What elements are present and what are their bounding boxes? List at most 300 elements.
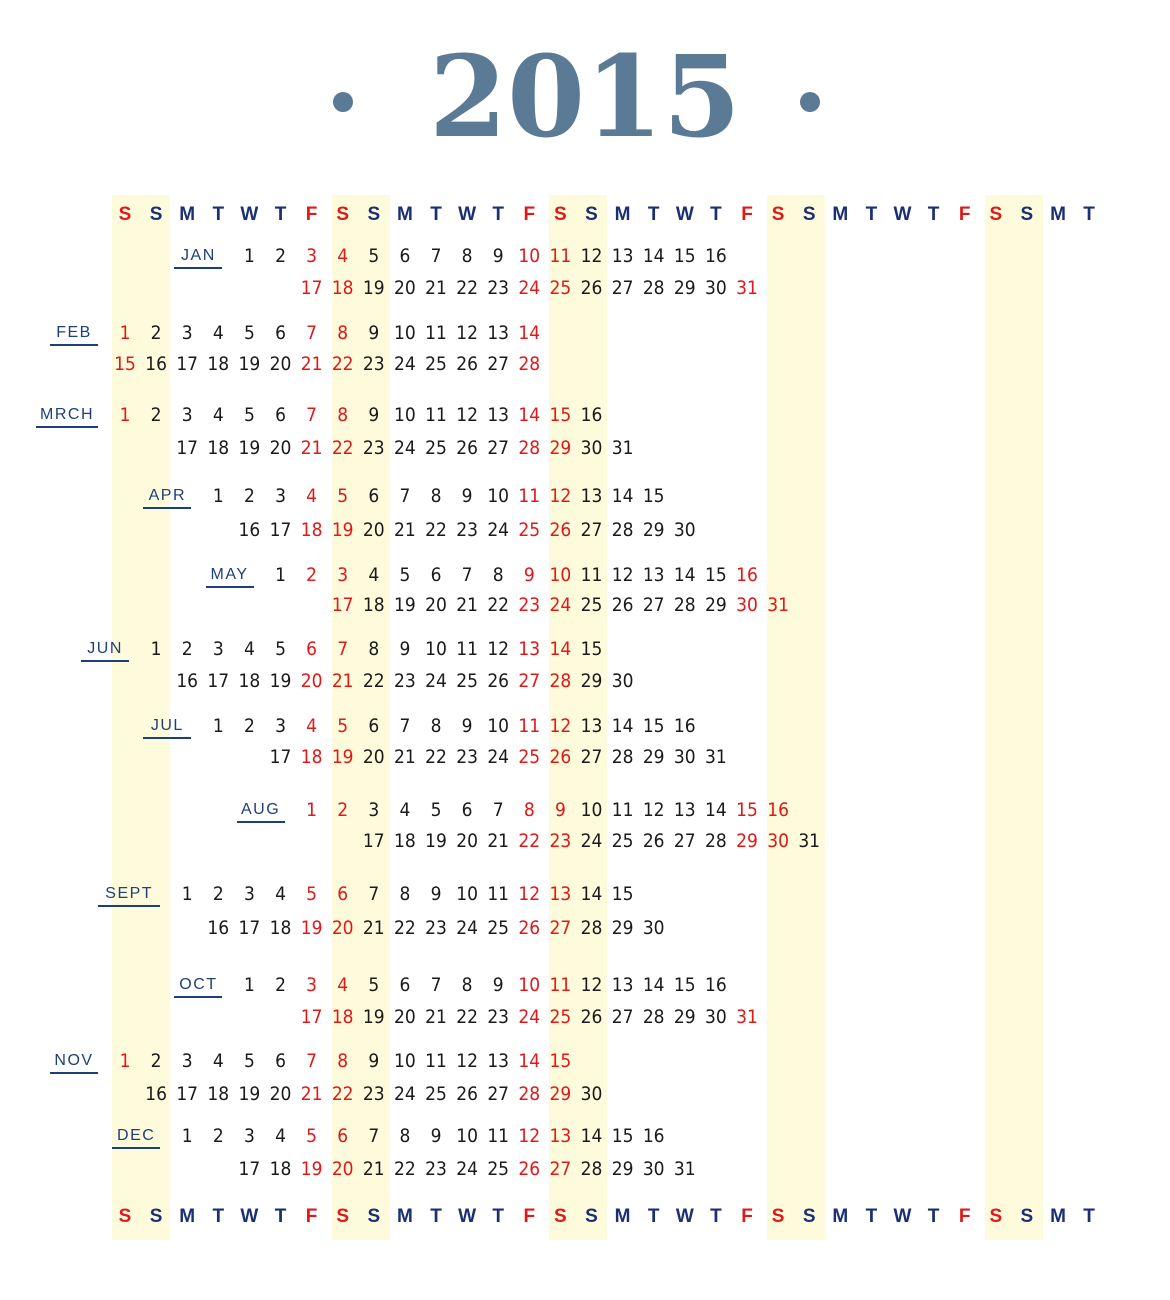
weekday-header-cell: S: [771, 1206, 785, 1227]
day-cell: 17: [300, 1006, 323, 1028]
day-cell: 21: [394, 746, 416, 768]
day-cell: 3: [181, 1050, 193, 1072]
weekday-header-cell: T: [212, 204, 225, 225]
day-cell: 21: [362, 1158, 385, 1180]
day-cell: 26: [549, 519, 572, 541]
day-cell: 31: [767, 594, 789, 616]
day-cell: 2: [243, 715, 255, 737]
day-cell: 8: [399, 883, 411, 905]
day-cell: 25: [487, 1158, 510, 1180]
day-cell: 16: [736, 564, 758, 586]
day-cell: 28: [518, 437, 541, 459]
day-cell: 23: [425, 1158, 447, 1180]
weekday-header-cell: S: [118, 204, 132, 225]
day-cell: 15: [642, 715, 665, 737]
day-cell: 8: [430, 485, 442, 507]
day-cell: 19: [425, 830, 447, 852]
day-cell: 11: [549, 974, 572, 996]
day-cell: 24: [518, 1006, 541, 1028]
day-cell: 22: [394, 917, 416, 939]
weekday-header-cell: T: [430, 1206, 442, 1227]
day-cell: 1: [243, 245, 255, 267]
day-cell: 6: [368, 485, 380, 507]
day-cell: 3: [212, 638, 224, 660]
month-label: MAY: [206, 567, 254, 588]
day-cell: 20: [362, 746, 385, 768]
day-cell: 10: [487, 715, 510, 737]
day-cell: 12: [549, 715, 572, 737]
day-cell: 31: [611, 437, 634, 459]
weekday-header-cell: T: [212, 1206, 225, 1227]
day-cell: 24: [518, 277, 541, 299]
month-label: SEPT: [98, 886, 160, 907]
day-cell: 29: [549, 1083, 572, 1105]
day-cell: 13: [611, 974, 634, 996]
day-cell: 29: [642, 746, 665, 768]
month-label: DEC: [112, 1128, 160, 1149]
day-cell: 4: [212, 404, 224, 426]
day-cell: 27: [580, 746, 603, 768]
day-cell: 16: [176, 670, 199, 692]
day-cell: 30: [673, 519, 696, 541]
day-cell: 31: [798, 830, 821, 852]
day-cell: 7: [306, 322, 318, 344]
day-cell: 18: [300, 746, 323, 768]
day-cell: 8: [430, 715, 442, 737]
day-cell: 13: [487, 1050, 510, 1072]
day-cell: 19: [362, 1006, 385, 1028]
day-cell: 28: [705, 830, 727, 852]
weekday-header-cell: S: [989, 204, 1003, 225]
weekday-header-cell: T: [710, 204, 722, 225]
day-cell: 12: [611, 564, 634, 586]
day-cell: 2: [306, 564, 318, 586]
weekday-header-cell: F: [741, 1206, 753, 1227]
day-cell: 20: [269, 437, 292, 459]
day-cell: 22: [331, 437, 354, 459]
day-cell: 2: [150, 322, 162, 344]
weekday-header-cell: M: [1050, 204, 1066, 225]
day-cell: 25: [425, 353, 447, 375]
day-cell: 28: [518, 353, 541, 375]
day-cell: 22: [425, 519, 447, 541]
weekday-header-cell: M: [614, 204, 631, 225]
day-cell: 24: [456, 1158, 478, 1180]
day-cell: 6: [399, 245, 411, 267]
day-cell: 12: [456, 1050, 478, 1072]
day-cell: 29: [736, 830, 758, 852]
day-cell: 3: [181, 322, 193, 344]
day-cell: 29: [673, 277, 696, 299]
day-cell: 30: [736, 594, 758, 616]
day-cell: 21: [425, 277, 447, 299]
day-cell: 6: [368, 715, 380, 737]
day-cell: 9: [430, 883, 442, 905]
day-cell: 31: [736, 277, 758, 299]
day-cell: 18: [331, 1006, 354, 1028]
weekday-header-cell: S: [554, 1206, 567, 1227]
day-cell: 9: [461, 715, 473, 737]
day-cell: 23: [487, 277, 510, 299]
day-cell: 25: [549, 277, 572, 299]
day-cell: 19: [238, 353, 261, 375]
day-cell: 10: [487, 485, 510, 507]
day-cell: 24: [487, 746, 510, 768]
day-cell: 18: [331, 277, 354, 299]
weekday-header-cell: W: [458, 1206, 477, 1227]
day-cell: 17: [269, 519, 292, 541]
day-cell: 13: [580, 715, 603, 737]
month-label: JAN: [174, 248, 222, 269]
day-cell: 28: [642, 277, 665, 299]
day-cell: 9: [368, 404, 380, 426]
weekday-header-cell: W: [458, 204, 477, 225]
day-cell: 4: [399, 799, 411, 821]
day-cell: 22: [362, 670, 385, 692]
day-cell: 28: [611, 746, 634, 768]
day-cell: 26: [456, 437, 478, 459]
day-cell: 28: [673, 594, 696, 616]
day-cell: 19: [269, 670, 292, 692]
day-cell: 27: [673, 830, 696, 852]
day-cell: 23: [487, 1006, 510, 1028]
day-cell: 15: [611, 883, 634, 905]
weekday-header-cell: T: [492, 1206, 504, 1227]
day-cell: 14: [580, 883, 603, 905]
day-cell: 6: [275, 322, 286, 344]
day-cell: 16: [673, 715, 696, 737]
day-cell: 26: [518, 917, 541, 939]
day-cell: 19: [331, 519, 354, 541]
day-cell: 25: [456, 670, 478, 692]
day-cell: 7: [399, 715, 411, 737]
weekday-header-cell: S: [585, 204, 598, 225]
day-cell: 5: [430, 799, 442, 821]
day-cell: 20: [269, 353, 292, 375]
day-cell: 10: [456, 883, 478, 905]
weekday-header-cell: T: [430, 204, 442, 225]
weekday-header-cell: F: [305, 204, 318, 225]
day-cell: 21: [456, 594, 478, 616]
weekday-header-cell: M: [179, 204, 196, 225]
day-cell: 3: [275, 715, 286, 737]
day-cell: 5: [306, 883, 318, 905]
month-label: APR: [143, 488, 191, 509]
day-cell: 19: [300, 1158, 323, 1180]
day-cell: 14: [549, 638, 572, 660]
day-cell: 14: [518, 404, 541, 426]
day-cell: 9: [399, 638, 411, 660]
day-cell: 13: [487, 404, 510, 426]
weekday-header-cell: S: [1020, 1206, 1034, 1227]
day-cell: 8: [399, 1125, 411, 1147]
day-cell: 4: [212, 322, 224, 344]
day-cell: 2: [275, 974, 286, 996]
day-cell: 27: [580, 519, 603, 541]
day-cell: 4: [368, 564, 380, 586]
weekday-header-cell: T: [647, 204, 660, 225]
day-cell: 18: [300, 519, 323, 541]
day-cell: 21: [394, 519, 416, 541]
day-cell: 21: [300, 437, 323, 459]
day-cell: 16: [580, 404, 603, 426]
day-cell: 8: [492, 564, 504, 586]
day-cell: 12: [518, 883, 541, 905]
weekday-header-cell: T: [492, 204, 504, 225]
day-cell: 13: [642, 564, 665, 586]
weekday-header-cell: F: [523, 1206, 536, 1227]
day-cell: 22: [331, 1083, 354, 1105]
day-cell: 19: [300, 917, 323, 939]
day-cell: 25: [580, 594, 603, 616]
day-cell: 4: [306, 485, 318, 507]
weekday-header-cell: F: [305, 1206, 318, 1227]
month-label: MRCH: [36, 407, 98, 428]
day-cell: 10: [580, 799, 603, 821]
day-cell: 8: [337, 404, 349, 426]
day-cell: 21: [331, 670, 354, 692]
day-cell: 1: [181, 1125, 193, 1147]
day-cell: 16: [207, 917, 230, 939]
day-cell: 25: [425, 1083, 447, 1105]
day-cell: 18: [207, 353, 230, 375]
day-cell: 1: [150, 638, 162, 660]
day-cell: 8: [461, 974, 473, 996]
day-cell: 28: [642, 1006, 665, 1028]
day-cell: 30: [642, 917, 665, 939]
day-cell: 1: [181, 883, 193, 905]
day-cell: 9: [492, 245, 504, 267]
day-cell: 29: [611, 917, 634, 939]
day-cell: 24: [394, 437, 416, 459]
day-cell: 28: [580, 917, 603, 939]
day-cell: 10: [518, 974, 541, 996]
day-cell: 27: [611, 277, 634, 299]
day-cell: 9: [368, 322, 380, 344]
day-cell: 26: [456, 1083, 478, 1105]
month-label: JUN: [81, 641, 129, 662]
day-cell: 29: [673, 1006, 696, 1028]
weekday-header-cell: T: [1083, 1206, 1095, 1227]
day-cell: 7: [337, 638, 349, 660]
month-label: JUL: [143, 718, 191, 739]
day-cell: 11: [518, 715, 541, 737]
day-cell: 15: [642, 485, 665, 507]
day-cell: 26: [518, 1158, 541, 1180]
day-cell: 22: [425, 746, 447, 768]
weekday-header-cell: S: [118, 1206, 132, 1227]
day-cell: 22: [518, 830, 541, 852]
day-cell: 19: [238, 1083, 261, 1105]
day-cell: 24: [394, 353, 416, 375]
weekday-header-cell: T: [865, 204, 878, 225]
weekday-header-cell: W: [893, 1206, 912, 1227]
weekday-header-cell: S: [802, 204, 816, 225]
day-cell: 17: [300, 277, 323, 299]
day-cell: 5: [306, 1125, 318, 1147]
weekday-header-cell: W: [240, 204, 259, 225]
day-cell: 16: [145, 1083, 167, 1105]
day-cell: 15: [549, 1050, 572, 1072]
day-cell: 7: [306, 404, 318, 426]
day-cell: 25: [549, 1006, 572, 1028]
day-cell: 27: [487, 1083, 510, 1105]
day-cell: 16: [705, 245, 727, 267]
day-cell: 11: [425, 1050, 447, 1072]
weekday-header-cell: T: [710, 1206, 722, 1227]
day-cell: 30: [580, 1083, 603, 1105]
day-cell: 18: [394, 830, 416, 852]
day-cell: 9: [461, 485, 473, 507]
day-cell: 23: [518, 594, 541, 616]
day-cell: 20: [456, 830, 478, 852]
day-cell: 20: [331, 1158, 354, 1180]
day-cell: 18: [269, 917, 292, 939]
day-cell: 22: [456, 1006, 478, 1028]
month-label: FEB: [50, 325, 98, 346]
day-cell: 1: [119, 322, 131, 344]
day-cell: 25: [518, 746, 541, 768]
day-cell: 20: [394, 277, 416, 299]
weekday-header-cell: M: [396, 1206, 413, 1227]
weekday-header-cell: W: [240, 1206, 259, 1227]
day-cell: 1: [212, 485, 224, 507]
day-cell: 2: [212, 1125, 224, 1147]
weekday-header-cell: T: [647, 1206, 660, 1227]
day-cell: 9: [523, 564, 535, 586]
weekday-header-cell: T: [927, 1206, 940, 1227]
weekday-header-cell: S: [336, 204, 350, 225]
day-cell: 7: [461, 564, 473, 586]
day-cell: 13: [611, 245, 634, 267]
day-cell: 5: [399, 564, 411, 586]
day-cell: 24: [549, 594, 572, 616]
day-cell: 15: [114, 353, 136, 375]
day-cell: 4: [337, 974, 349, 996]
day-cell: 25: [487, 917, 510, 939]
day-cell: 6: [337, 883, 349, 905]
day-cell: 18: [207, 1083, 230, 1105]
weekday-header-cell: M: [179, 1206, 196, 1227]
day-cell: 21: [425, 1006, 447, 1028]
weekday-header-cell: S: [367, 204, 381, 225]
day-cell: 24: [487, 519, 510, 541]
weekend-band: [767, 195, 825, 1240]
day-cell: 4: [275, 1125, 286, 1147]
day-cell: 8: [368, 638, 380, 660]
day-cell: 2: [212, 883, 224, 905]
day-cell: 13: [580, 485, 603, 507]
day-cell: 11: [487, 1125, 510, 1147]
day-cell: 1: [212, 715, 224, 737]
weekday-header-cell: M: [1050, 1206, 1066, 1227]
weekday-header-cell: T: [274, 204, 287, 225]
day-cell: 16: [642, 1125, 665, 1147]
day-cell: 12: [642, 799, 665, 821]
month-label: AUG: [237, 802, 285, 823]
day-cell: 15: [673, 974, 696, 996]
day-cell: 5: [243, 322, 255, 344]
day-cell: 3: [275, 485, 286, 507]
day-cell: 29: [549, 437, 572, 459]
day-cell: 20: [269, 1083, 292, 1105]
day-cell: 23: [362, 437, 385, 459]
day-cell: 29: [580, 670, 603, 692]
day-cell: 19: [362, 277, 385, 299]
day-cell: 11: [611, 799, 634, 821]
day-cell: 27: [549, 917, 572, 939]
day-cell: 11: [425, 322, 447, 344]
day-cell: 23: [362, 353, 385, 375]
day-cell: 24: [394, 1083, 416, 1105]
weekday-header-cell: S: [554, 204, 567, 225]
day-cell: 26: [642, 830, 665, 852]
day-cell: 30: [705, 1006, 727, 1028]
day-cell: 30: [705, 277, 727, 299]
day-cell: 13: [549, 883, 572, 905]
day-cell: 23: [456, 519, 478, 541]
day-cell: 17: [238, 1158, 261, 1180]
day-cell: 16: [705, 974, 727, 996]
day-cell: 7: [430, 245, 442, 267]
day-cell: 10: [518, 245, 541, 267]
day-cell: 20: [300, 670, 323, 692]
day-cell: 5: [337, 715, 349, 737]
day-cell: 29: [642, 519, 665, 541]
day-cell: 5: [368, 974, 380, 996]
day-cell: 16: [145, 353, 167, 375]
weekday-header-cell: S: [367, 1206, 381, 1227]
day-cell: 14: [642, 974, 665, 996]
day-cell: 23: [362, 1083, 385, 1105]
day-cell: 23: [456, 746, 478, 768]
day-cell: 3: [243, 883, 255, 905]
day-cell: 13: [549, 1125, 572, 1147]
day-cell: 20: [425, 594, 447, 616]
day-cell: 6: [337, 1125, 349, 1147]
day-cell: 26: [611, 594, 634, 616]
day-cell: 20: [394, 1006, 416, 1028]
day-cell: 17: [176, 437, 199, 459]
day-cell: 3: [306, 974, 318, 996]
weekday-header-cell: S: [1020, 204, 1034, 225]
day-cell: 27: [549, 1158, 572, 1180]
weekday-header-cell: S: [585, 1206, 598, 1227]
weekday-header-cell: F: [741, 204, 753, 225]
day-cell: 1: [243, 974, 255, 996]
day-cell: 15: [611, 1125, 634, 1147]
day-cell: 16: [767, 799, 789, 821]
day-cell: 30: [767, 830, 789, 852]
month-label: NOV: [50, 1053, 98, 1074]
day-cell: 5: [243, 404, 255, 426]
day-cell: 22: [487, 594, 510, 616]
day-cell: 29: [611, 1158, 634, 1180]
day-cell: 14: [673, 564, 696, 586]
day-cell: 5: [337, 485, 349, 507]
day-cell: 17: [176, 353, 199, 375]
day-cell: 5: [275, 638, 286, 660]
day-cell: 22: [394, 1158, 416, 1180]
day-cell: 8: [461, 245, 473, 267]
day-cell: 14: [518, 322, 541, 344]
day-cell: 21: [300, 1083, 323, 1105]
day-cell: 24: [456, 917, 478, 939]
day-cell: 1: [119, 1050, 131, 1072]
weekday-header-cell: M: [396, 204, 413, 225]
day-cell: 30: [673, 746, 696, 768]
day-cell: 2: [275, 245, 286, 267]
